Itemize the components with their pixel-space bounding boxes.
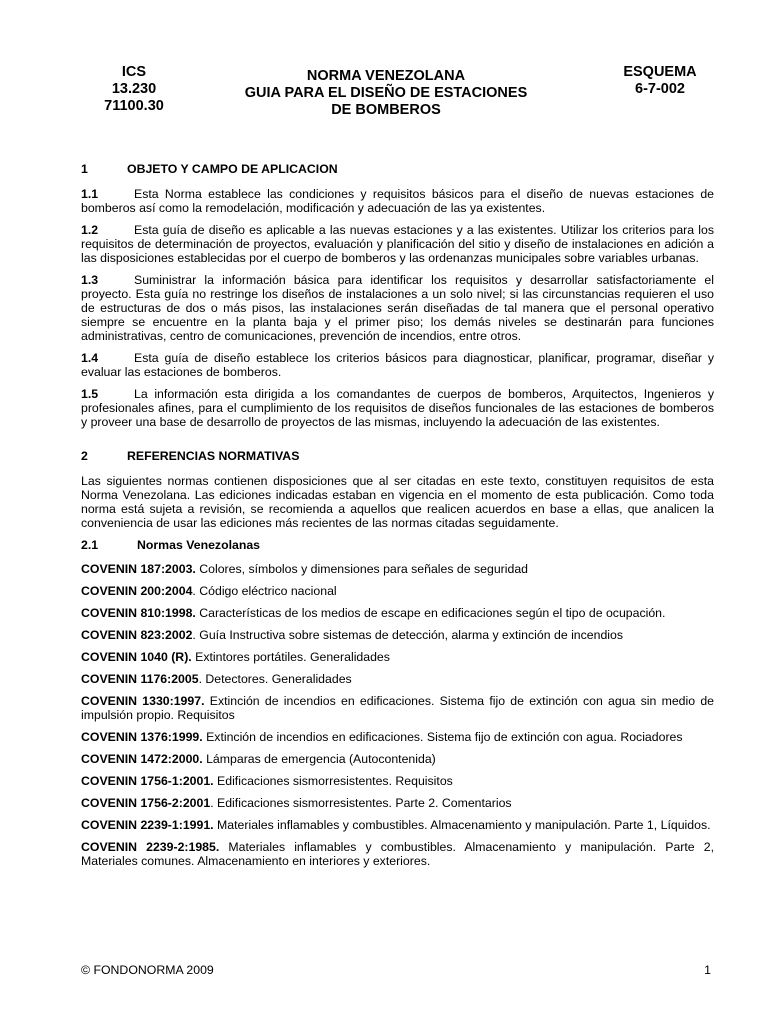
reference-text: Extinción de incendios en edificaciones. Sistema fijo de extinción con agua sin medio de impulsión propio. Requisitos <box>81 694 715 722</box>
paragraph-text: Esta guía de diseño establece los criterios básicos para diagnosticar, planificar, programar, diseñar y evaluar las estaciones de bomberos. <box>81 351 714 379</box>
reference-code: COVENIN 823:2002 <box>81 628 193 642</box>
reference-text: Características de los medios de escape en edificaciones según el tipo de ocupación. <box>195 606 666 620</box>
reference-code: COVENIN 1472:2000. <box>81 752 203 766</box>
header-title-line-2: DE BOMBEROS <box>331 102 441 118</box>
reference-text: Materiales inflamables y combustibles. Almacenamiento y manipulación. Parte 2, Materiales comunes. Almacenamiento en interiores y exteriores. <box>81 840 714 868</box>
reference-item <box>81 818 714 832</box>
reference-item <box>81 628 714 642</box>
reference-item <box>81 752 714 766</box>
section-title: OBJETO Y CAMPO DE APLICACION <box>127 162 338 176</box>
reference-code: COVENIN 810:1998. <box>81 606 196 620</box>
header-title-block <box>220 68 552 119</box>
reference-item <box>81 840 714 868</box>
reference-item <box>81 672 714 686</box>
reference-item <box>81 730 714 744</box>
subsection-title: Normas Venezolanas <box>137 538 261 552</box>
paragraph <box>81 351 714 379</box>
paragraph-number: 1.3 <box>81 273 99 287</box>
paragraph-text: Esta Norma establece las condiciones y requisitos básicos para el diseño de nuevas estaciones de bomberos así como la remodelación, modificación y adecuación de las ya existentes. <box>81 187 714 215</box>
reference-code: COVENIN 1176:2005 <box>81 672 199 686</box>
paragraph <box>81 387 714 429</box>
reference-code: COVENIN 1756-1:2001. <box>81 774 214 788</box>
header-title-line-1: GUIA PARA EL DISEÑO DE ESTACIONES <box>244 85 528 101</box>
reference-text: Lámparas de emergencia (Autocontenida) <box>202 752 436 766</box>
paragraph <box>81 273 714 343</box>
paragraph-number: 1.5 <box>81 387 99 401</box>
paragraph <box>81 223 714 265</box>
reference-text: Materiales inflamables y combustibles. Almacenamiento y manipulación. Parte 1, Líquidos. <box>213 818 711 832</box>
section-1-heading <box>81 162 714 176</box>
reference-text: Extintores portátiles. Generalidades <box>191 650 390 664</box>
header-ics-label: ICS <box>121 64 147 80</box>
reference-code: COVENIN 2239-1:1991. <box>81 818 214 832</box>
reference-text: . Edificaciones sismorresistentes. Parte 2. Comentarios <box>210 796 512 810</box>
paragraph-number: 1.1 <box>81 187 99 201</box>
reference-code: COVENIN 1756-2:2001 <box>81 796 211 810</box>
reference-item <box>81 584 714 598</box>
reference-item <box>81 774 714 788</box>
header-esquema-code: 6-7-002 <box>635 81 685 97</box>
section-2-heading <box>81 449 714 463</box>
reference-text: . Detectores. Generalidades <box>198 672 352 686</box>
section-number: 1 <box>81 162 88 176</box>
reference-text: . Guía Instructiva sobre sistemas de detección, alarma y extinción de incendios <box>192 628 624 642</box>
paragraph <box>81 187 714 215</box>
reference-text: Extinción de incendios en edificaciones. Sistema fijo de extinción con agua. Rociadores <box>202 730 683 744</box>
reference-code: COVENIN 200:2004 <box>81 584 193 598</box>
footer-copyright: © FONDONORMA 2009 <box>81 963 214 977</box>
paragraph-text: Esta guía de diseño es aplicable a las nuevas estaciones y a las existentes. Utilizar los criterios para los requisitos de determinación de proyectos, evaluación y planificación del sitio y diseño de instalaciones en adición a las disposiciones establecidas por el cuerpo de bomberos y las ordenanzas municipales sobre variables urbanas. <box>81 223 714 265</box>
reference-code: COVENIN 1330:1997. <box>81 694 205 708</box>
paragraph-number: 1.2 <box>81 223 99 237</box>
reference-item <box>81 562 714 576</box>
header-ics-block <box>84 64 184 115</box>
reference-code: COVENIN 1376:1999. <box>81 730 203 744</box>
header-esquema-block <box>612 64 708 98</box>
paragraph-text: Suministrar la información básica para identificar los requisitos y desarrollar satisfactoriamente el proyecto. Esta guía no restringe los diseños de instalaciones a un solo nivel; si las circunstancias requieren el uso de estructuras de dos o más pisos, las instalaciones serán diseñadas de tal manera que el personal operativo siempre se encuentre en la planta baja y el primer piso; los demás niveles se destinarán para funciones administrativas, centro de comunicaciones, prevención de incendios, entre otros. <box>81 273 714 343</box>
paragraph-number: 1.4 <box>81 351 99 365</box>
reference-text: Edificaciones sismorresistentes. Requisitos <box>213 774 453 788</box>
header-esquema-label: ESQUEMA <box>623 64 697 80</box>
section-number: 2 <box>81 449 88 463</box>
header-ics-code-2: 71100.30 <box>104 98 164 114</box>
reference-text: Colores, símbolos y dimensiones para señales de seguridad <box>195 562 529 576</box>
reference-item <box>81 606 714 620</box>
subsection-2-1-heading <box>81 538 714 552</box>
reference-item <box>81 650 714 664</box>
subsection-number: 2.1 <box>81 538 99 552</box>
footer-page-number: 1 <box>704 963 711 977</box>
reference-text: . Código eléctrico nacional <box>192 584 337 598</box>
reference-item <box>81 694 714 722</box>
reference-code: COVENIN 187:2003. <box>81 562 196 576</box>
reference-code: COVENIN 2239-2:1985. <box>81 840 220 854</box>
paragraph-text: La información esta dirigida a los comandantes de cuerpos de bomberos, Arquitectos, Ingenieros y profesionales afines, para el cumplimiento de los requisitos de diseños funcionales de las estaciones de bomberos y proveer una base de desarrollo de proyectos de las mismas, incluyendo la adecuación de las existentes. <box>81 387 714 429</box>
reference-item <box>81 796 714 810</box>
header-norm-name: NORMA VENEZOLANA <box>306 68 466 84</box>
header-ics-code-1: 13.230 <box>111 81 157 97</box>
section-title: REFERENCIAS NORMATIVAS <box>127 449 300 463</box>
section-2-intro: Las siguientes normas contienen disposiciones que al ser citadas en este texto, constituyen requisitos de esta Norma Venezolana. Las ediciones indicadas estaban en vigencia en el momento de esta publicación. Como toda norma está sujeta a revisión, se recomienda a aquellos que realicen acuerdos en base a ellas, que analicen la conveniencia de usar las ediciones más recientes de las normas citadas seguidamente. <box>81 474 714 530</box>
document-body <box>81 162 714 876</box>
reference-code: COVENIN 1040 (R). <box>81 650 192 664</box>
